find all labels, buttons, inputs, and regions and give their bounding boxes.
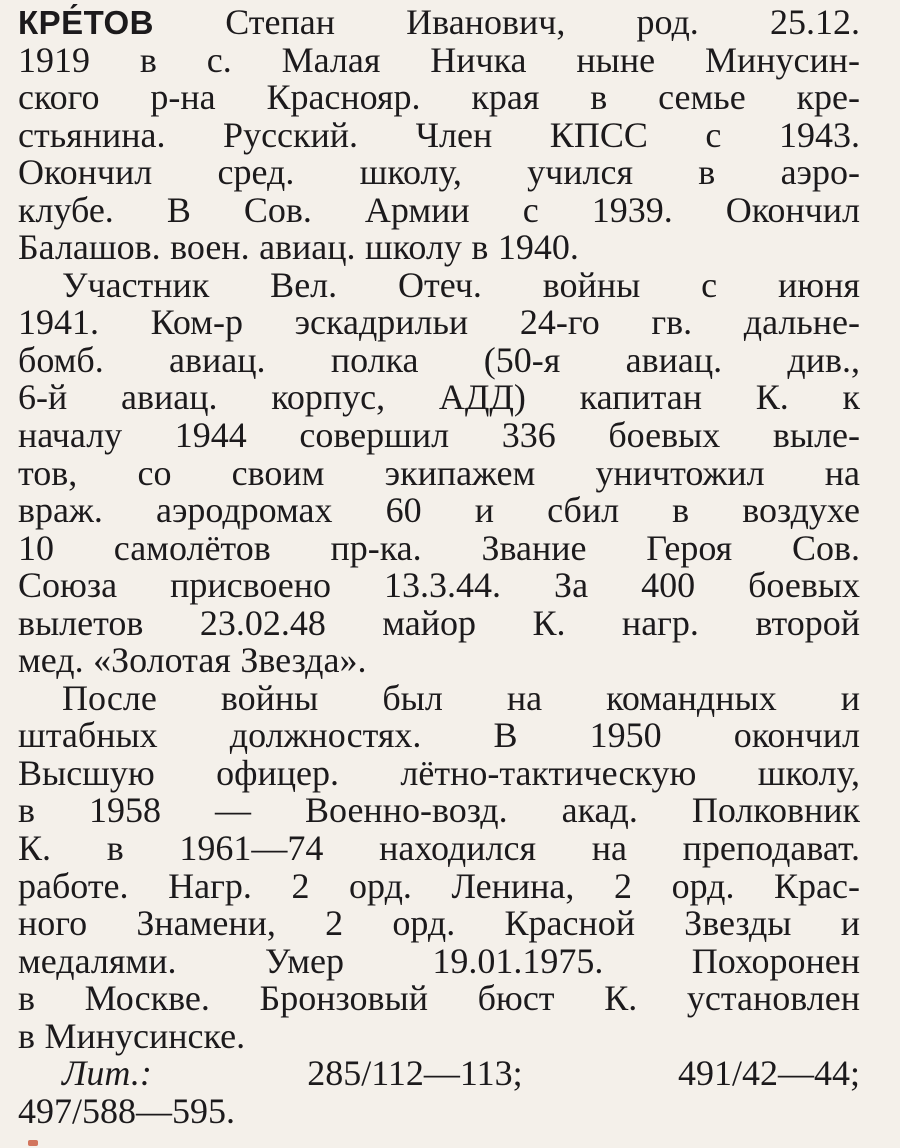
text-line: КРЕ́ТОВ Степан Иванович, род. 25.12. [18,2,861,42]
encyclopedia-entry [18,4,860,1130]
text-line: работе. Нагр. 2 орд. Ленина, 2 орд. Крас- [18,865,860,906]
text-line: медалями. Умер 19.01.1975. Похоронен [18,940,860,981]
literature-label: Лит.: [62,1053,152,1094]
text-line: в 1958 — Военно-возд. акад. Полковник [18,790,860,831]
text-line: началу 1944 совершил 336 боевых выле- [18,415,860,456]
text-line: К. в 1961—74 находился на преподават. [18,828,860,869]
text-line: ного Знамени, 2 орд. Красной Звезды и [18,903,860,944]
paragraph-biography [18,4,860,267]
text-line: Союза присвоено 13.3.44. За 400 боевых [18,565,860,606]
text-line: враж. аэродромах 60 и сбил в воздухе [18,490,860,531]
literature-references [18,1055,860,1130]
text-line: Окончил сред. школу, учился в аэро- [18,152,860,193]
text-line: 10 самолётов пр-ка. Звание Героя Сов. [18,527,860,568]
text-line: стьянина. Русский. Член КПСС с 1943. [18,114,860,155]
literature-line: Лит.: 285/112—113; 491/42—44; [62,1053,860,1094]
text-line: 6-й авиац. корпус, АДД) капитан К. к [18,377,860,418]
text-line: в Минусинске. [18,1015,246,1056]
text-line: ского р-на Краснояр. края в семье кре- [18,77,860,118]
text-line: в Москве. Бронзовый бюст К. установлен [18,978,860,1019]
text-line: тов, со своим экипажем уничтожил на [18,452,860,493]
text-line: 1919 в с. Малая Ничка ныне Минусин- [18,39,860,80]
paragraph-war-service [18,264,860,681]
scan-artifact [28,1140,38,1146]
text-line: вылетов 23.02.48 майор К. нагр. второй [18,602,860,643]
text-line: мед. «Золотая Звезда». [18,640,367,681]
literature-line: 497/588—595. [18,1090,236,1131]
text-line: После войны был на командных и [62,677,860,718]
text-line: Высшую офицер. лётно-тактическую школу, [18,752,860,793]
text-line: 1941. Ком-р эскадрильи 24-го гв. дальне- [18,302,860,343]
text-line: штабных должностях. В 1950 окончил [18,715,860,756]
entry-surname: КРЕ́ТОВ [18,4,154,41]
text-line: клубе. В Сов. Армии с 1939. Окончил [18,189,860,230]
text-line: бомб. авиац. полка (50-я авиац. див., [18,339,860,380]
text-line: Балашов. воен. авиац. школу в 1940. [18,227,579,268]
paragraph-postwar [18,677,860,1056]
text-line: Участник Вел. Отеч. войны с июня [62,264,860,305]
